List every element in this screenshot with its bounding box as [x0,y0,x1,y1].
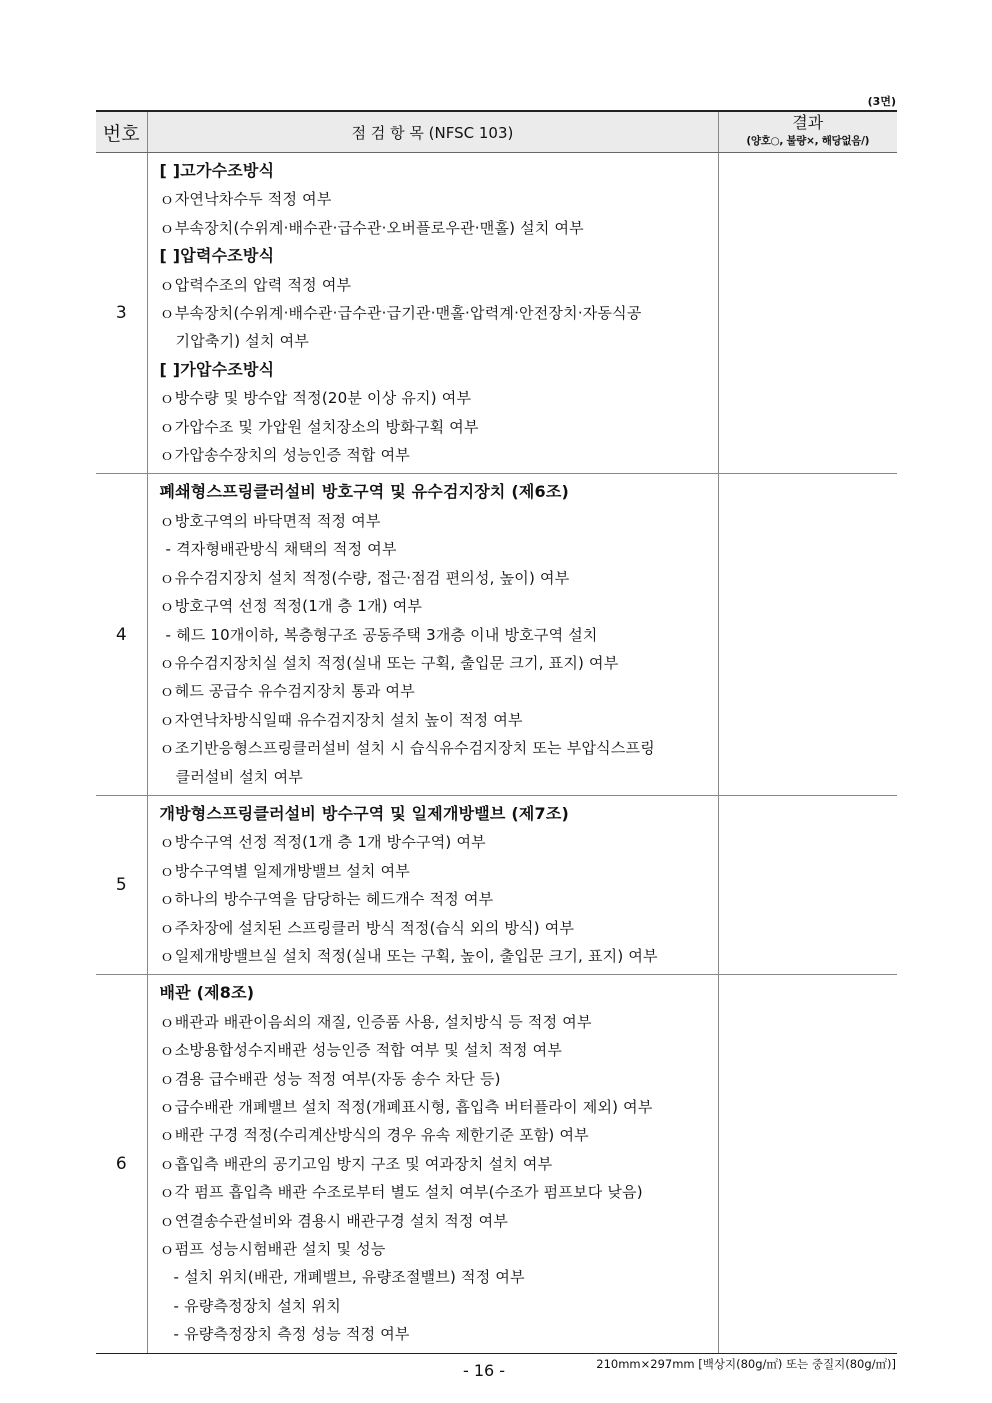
check-item: ｏ주차장에 설치된 스프링클러 방식 적정(습식 외의 방식) 여부 [159,918,575,937]
table-row [96,975,897,1353]
check-item: ｏ방호구역 선정 적정(1개 층 1개) 여부 [159,597,423,616]
section-heading: [ ]가압수조방식 [159,359,275,379]
check-items [147,153,718,474]
page-number: - 16 - [463,1361,506,1380]
check-item: ｏ유수검지장치 설치 적정(수량, 접근·점검 편의성, 높이) 여부 [159,568,570,587]
table-row [96,153,897,474]
check-item: ｏ배관과 배관이음쇠의 재질, 인증품 사용, 설치방식 등 적정 여부 [159,1012,592,1031]
section-heading: 개방형스프링클러설비 방수구역 및 일제개방밸브 (제7조) [159,803,570,823]
check-item: ｏ압력수조의 압력 적정 여부 [159,275,352,294]
check-items [147,975,718,1353]
inspection-table [96,110,897,1354]
section-heading: 배관 (제8조) [159,983,255,1003]
header-result-label: 결과 [792,113,824,132]
check-item: ｏ흡입측 배관의 공기고임 방지 구조 및 여과장치 설치 여부 [159,1154,553,1173]
table-row [96,795,897,974]
check-item: ｏ펌프 성능시험배관 설치 및 성능 [159,1240,386,1259]
check-item: ｏ방수구역 선정 적정(1개 층 1개 방수구역) 여부 [159,833,486,852]
header-result-legend: (양호○, 불량×, 해당없음/) [746,135,870,147]
result-cell[interactable] [718,975,897,1353]
check-item: ｏ방수구역별 일제개방밸브 설치 여부 [159,861,410,880]
check-item: - 격자형배관방식 채택의 적정 여부 [165,540,397,559]
check-item: ｏ가압송수장치의 성능인증 적합 여부 [159,446,410,465]
check-item: - 설치 위치(배관, 개폐밸브, 유량조절밸브) 적정 여부 [173,1268,525,1287]
check-item: ｏ급수배관 개폐밸브 설치 적정(개폐표시형, 흡입측 버터플라이 제외) 여부 [159,1098,653,1116]
table-header-row [96,111,897,153]
row-number: 5 [96,795,147,974]
check-item: ｏ배관 구경 적정(수리계산방식의 경우 유속 제한기준 포함) 여부 [159,1126,589,1145]
paper-spec: 210mm×297mm [백상지(80g/㎡) 또는 중질지(80g/㎡)] [596,1357,896,1371]
page-mark: (3면) [867,95,896,108]
check-item: ｏ겸용 급수배관 성능 적정 여부(자동 송수 차단 등) [159,1069,501,1088]
check-item: ｏ일제개방밸브실 설치 적정(실내 또는 구획, 높이, 출입문 크기, 표지) 여부 [159,946,658,965]
check-item: ｏ각 펌프 흡입측 배관 수조로부터 별도 설치 여부(수조가 펌프보다 낮음) [159,1183,643,1202]
check-item: ｏ조기반응형스프링클러설비 설치 시 습식유수검지장치 또는 부압식스프링 [159,739,655,758]
table-body [96,153,897,1354]
check-item: ｏ방수량 및 방수압 적정(20분 이상 유지) 여부 [159,389,472,408]
check-item: ｏ자연낙차수두 적정 여부 [159,190,332,209]
section-heading: [ ]압력수조방식 [159,246,275,266]
check-item: ｏ소방용합성수지배관 성능인증 적합 여부 및 설치 적정 여부 [159,1041,563,1060]
check-item: - 유량측정장치 측정 성능 적정 여부 [173,1325,410,1344]
row-number: 6 [96,975,147,1353]
check-item: ｏ헤드 공급수 유수검지장치 통과 여부 [159,682,415,701]
table-row [96,474,897,795]
check-item: - 유량측정장치 설치 위치 [173,1296,341,1315]
check-item: ｏ연결송수관설비와 겸용시 배관구경 설치 적정 여부 [159,1211,509,1230]
result-cell[interactable] [718,474,897,795]
check-item: ｏ자연낙차방식일때 유수검지장치 설치 높이 적정 여부 [159,710,523,729]
result-cell[interactable] [718,795,897,974]
row-number: 3 [96,153,147,474]
check-item: ｏ부속장치(수위계·배수관·급수관·급기관·맨홀·압력계·안전장치·자동식공 [159,304,642,323]
section-heading: 폐쇄형스프링클러설비 방호구역 및 유수검지장치 (제6조) [159,482,570,502]
check-item: ｏ가압수조 및 가압원 설치장소의 방화구획 여부 [159,417,479,436]
result-cell[interactable] [718,153,897,474]
check-item: ｏ방호구역의 바닥면적 적정 여부 [159,511,381,530]
check-items [147,795,718,974]
header-number: 번호 [96,111,147,153]
header-item: 점 검 항 목 (NFSC 103) [147,111,718,153]
check-item: 클러설비 설치 여부 [175,767,303,786]
check-item: 기압축기) 설치 여부 [175,332,310,351]
row-number: 4 [96,474,147,795]
check-items [147,474,718,795]
check-item: ｏ부속장치(수위계·배수관·급수관·오버플로우관·맨홀) 설치 여부 [159,218,584,237]
section-heading: [ ]고가수조방식 [159,161,275,180]
check-item: - 헤드 10개이하, 복층형구조 공동주택 3개층 이내 방호구역 설치 [165,625,598,644]
header-result [718,111,897,153]
check-item: ｏ하나의 방수구역을 담당하는 헤드개수 적정 여부 [159,890,494,909]
check-item: ｏ유수검지장치실 설치 적정(실내 또는 구획, 출입문 크기, 표지) 여부 [159,653,619,672]
